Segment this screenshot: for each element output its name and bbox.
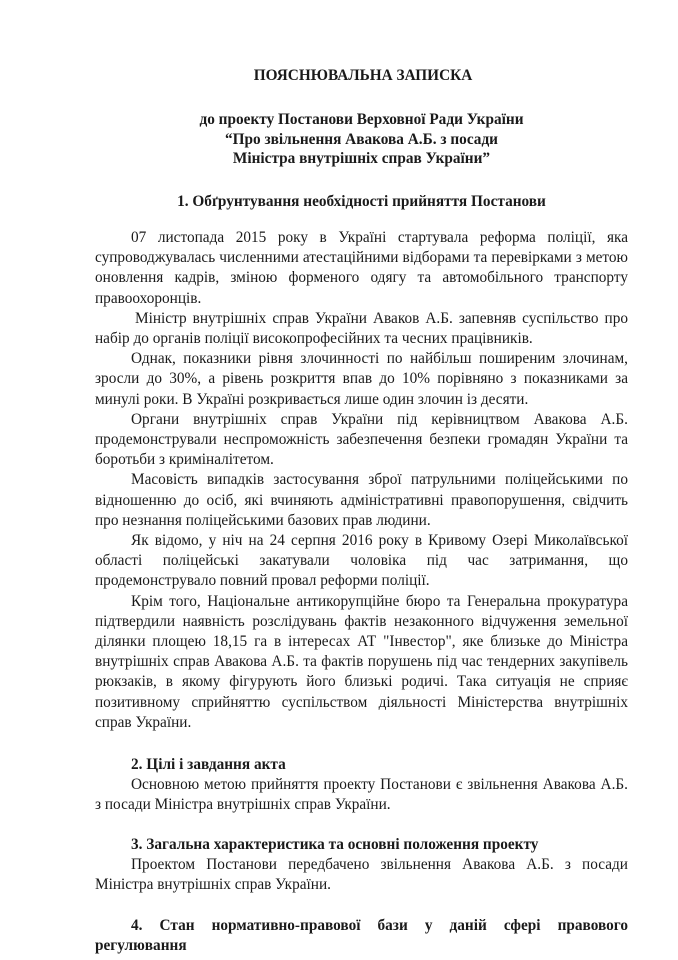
subtitle-line: Міністра внутрішніх справ України” bbox=[232, 150, 491, 168]
section-1-paragraph: Органи внутрішніх справ України під керівництвом Авакова А.Б. продемонстрували неспроможність забезпечення безпеки громадян України та боротьби з криміналітетом. bbox=[95, 410, 628, 469]
section-2-heading: 2. Цілі і завдання акта bbox=[131, 755, 286, 773]
section-1-paragraph: Однак, показники рівня злочинності по найбільш поширеним злочинам, зросли до 30%, а рівень розкриття впав до 10% порівняно з показниками за минулі роки. В Україні розкривається лише один злочин із десяти. bbox=[95, 350, 628, 408]
document-subtitle bbox=[95, 110, 628, 169]
section-3-paragraph: Проектом Постанови передбачено звільнення Авакова А.Б. з посади Міністра внутрішніх справ України. bbox=[95, 855, 628, 893]
section-3-heading: 3. Загальна характеристика та основні положення проекту bbox=[131, 835, 539, 853]
section-1-paragraph: Міністр внутрішніх справ України Аваков А.Б. запевняв суспільство про набір до органів поліції високопрофесійних та чесних працівників. bbox=[95, 309, 628, 347]
subtitle-line: “Про звільнення Авакова А.Б. з посади bbox=[225, 130, 498, 148]
section-4-heading: 4. Стан нормативно-правової бази у даній сфері правового регулювання bbox=[95, 917, 628, 955]
document-title: ПОЯСНЮВАЛЬНА ЗАПИСКА bbox=[253, 67, 473, 84]
spacer bbox=[95, 895, 628, 916]
section-1-paragraph: 07 листопада 2015 року в Україні стартувала реформа поліції, яка супроводжувалась численними атестаційними відборами та перевірками з метою оновлення кадрів, зміною форменого одягу та автомобільного транспорту правоохоронців. bbox=[95, 228, 628, 307]
section-1-heading: 1. Обґрунтування необхідності прийняття Постанови bbox=[177, 192, 546, 210]
section-1-paragraph: Крім того, Національне антикорупційне бюро та Генеральна прокуратура підтвердили наявність розслідувань фактів незаконного відчуження земельної ділянки площею 18,15 га в інтересах АТ "Інвестор", яке близьке до Міністра внутрішніх справ Авакова А.Б. та фактів порушень під час тендерних закупівель рюкзаків, в якому фігурують його близькі родичі. Така ситуація не сприяє позитивному сприйняттю суспільством діяльності Міністерства внутрішніх справ України. bbox=[95, 592, 628, 731]
spacer bbox=[95, 733, 628, 755]
section-1-paragraph: Масовість випадків застосування зброї патрульними поліцейськими по відношенню до осіб, які вчиняють адміністративні правопорушення, свідчить про незнання поліцейськими базових прав людини. bbox=[95, 471, 628, 529]
section-2-paragraph: Основною метою прийняття проекту Постанови є звільнення Авакова А.Б. з посади Міністра внутрішніх справ України. bbox=[95, 776, 628, 814]
spacer bbox=[95, 816, 628, 835]
subtitle-line: до проекту Постанови Верховної Ради України bbox=[199, 111, 524, 129]
section-1-paragraph: Як відомо, у ніч на 24 серпня 2016 року в Кривому Озері Миколаївської області поліцейські закатували чоловіка під час затримання, що продемонструвало повний провал реформи поліції. bbox=[95, 531, 628, 590]
